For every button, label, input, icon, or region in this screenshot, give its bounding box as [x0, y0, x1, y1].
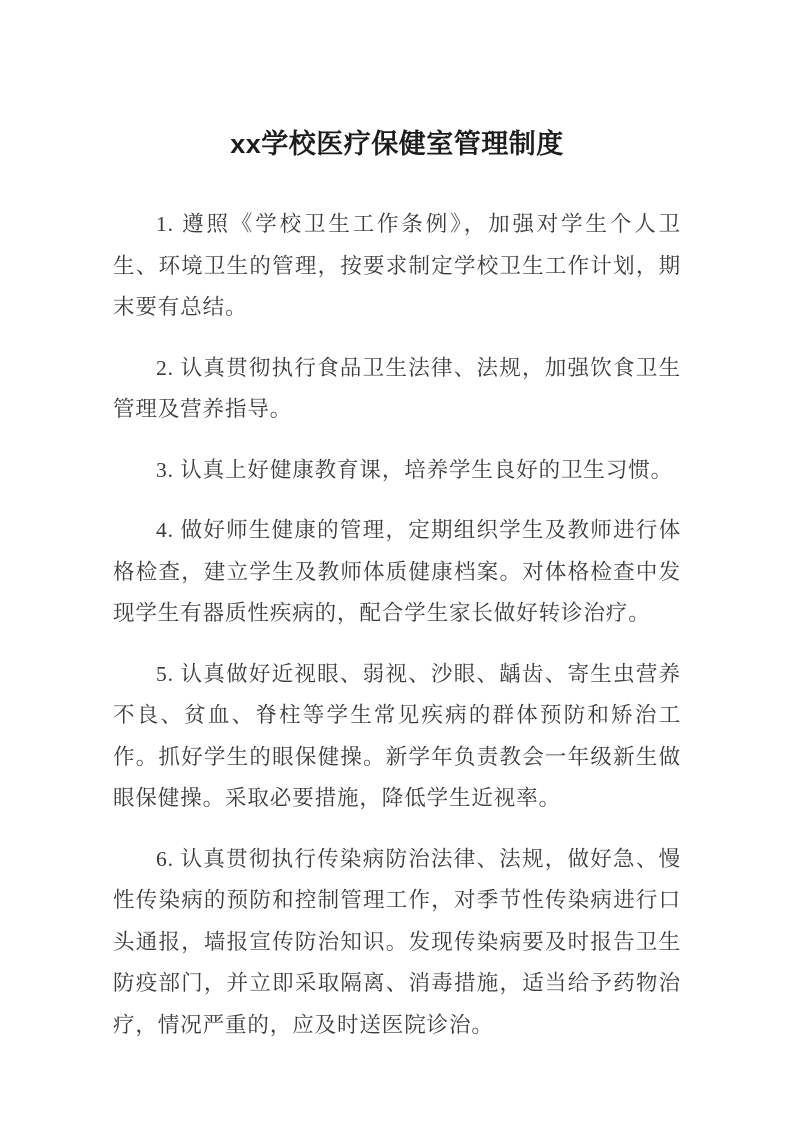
document-body [113, 0, 681, 1046]
clause-text: 遵照《学校卫生工作条例》，加强对学生个人卫生、环境卫生的管理，按要求制定学校卫生工作计划，期末要有总结。 [113, 212, 681, 319]
clause-item [113, 654, 681, 820]
clause-list [113, 204, 681, 1046]
clause-item [113, 839, 681, 1047]
clause-item [113, 204, 681, 329]
clause-number: 5. [156, 661, 174, 686]
clause-text: 做好师生健康的管理，定期组织学生及教师进行体格检查，建立学生及教师体质健康档案。对体格检查中发现学生有器质性疾病的，配合学生家长做好转诊治疗。 [113, 518, 681, 625]
clause-text: 认真贯彻执行传染病防治法律、法规，做好急、慢性传染病的预防和控制管理工作，对季节性传染病进行口头通报，墙报宣传防治知识。发现传染病要及时报告卫生防疫部门，并立即采取隔离、消毒措施，适当给予药物治疗，情况严重的，应及时送医院诊治。 [113, 846, 681, 1037]
page-title: xx学校医疗保健室管理制度 [230, 129, 564, 159]
clause-text: 认真贯彻执行食品卫生法律、法规，加强饮食卫生管理及营养指导。 [113, 355, 681, 421]
clause-number: 2. [156, 355, 174, 380]
clause-number: 6. [156, 846, 174, 871]
clause-item [113, 450, 681, 492]
clause-text: 认真上好健康教育课，培养学生良好的卫生习惯。 [180, 457, 674, 482]
clause-item [113, 348, 681, 431]
clause-number: 4. [156, 518, 174, 542]
clause-number: 3. [156, 457, 174, 482]
clause-number: 1. [156, 212, 174, 236]
clause-text: 认真做好近视眼、弱视、沙眼、龋齿、寄生虫营养不良、贫血、脊柱等学生常见疾病的群体预防和矫治工作。抓好学生的眼保健操。新学年负责教会一年级新生做眼保健操。采取必要措施，降低学生近视率。 [113, 661, 681, 810]
clause-item [113, 510, 681, 635]
